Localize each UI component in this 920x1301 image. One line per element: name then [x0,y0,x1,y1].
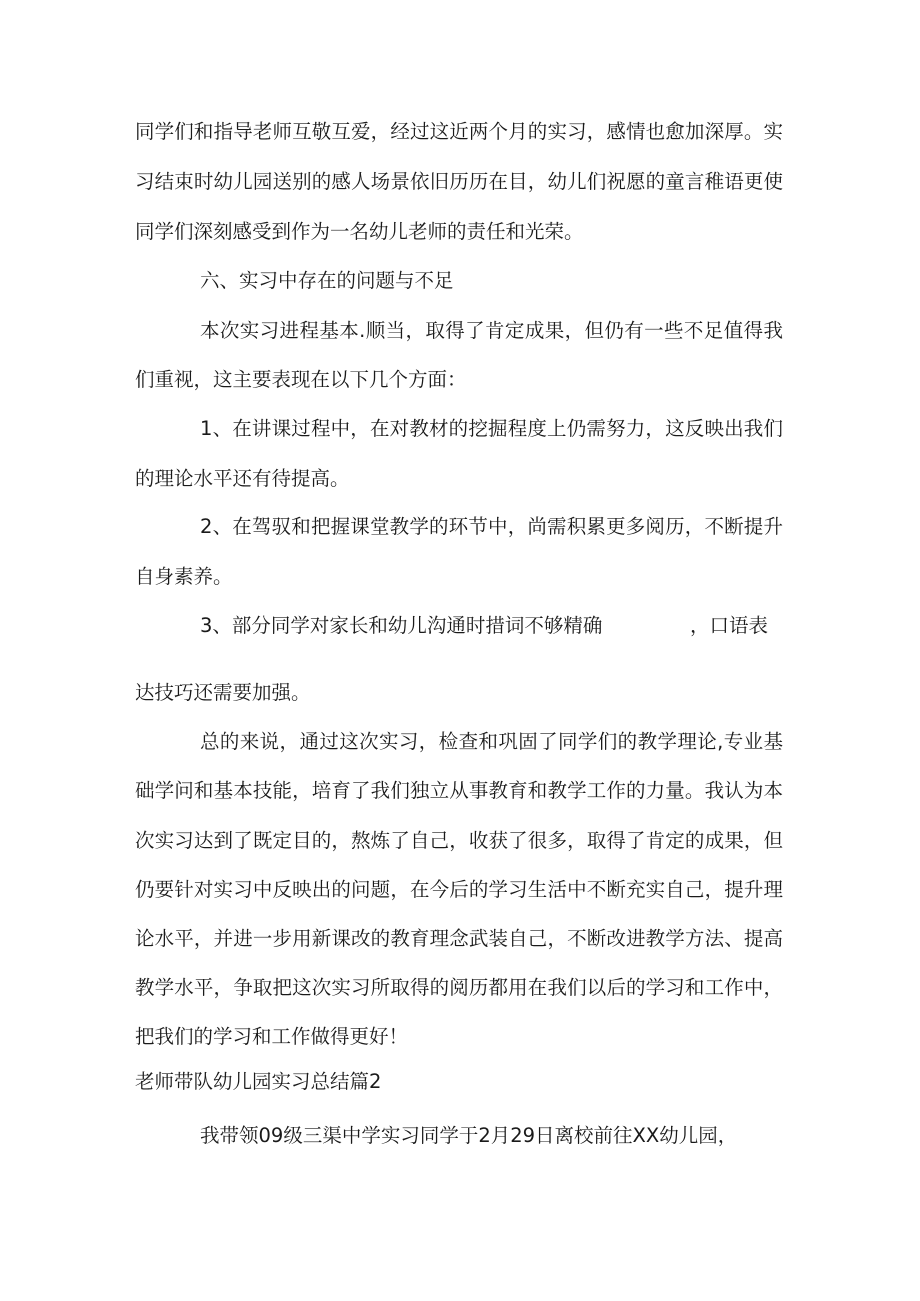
body-text-line: 教学水平，争取把这次实习所取得的阅历都用在我们以后的学习和工作中， [135,976,783,999]
body-text-line: 习结束时幼儿园送别的感人场景依旧历历在目，幼儿们祝愿的童言稚语更使 [135,170,783,193]
list-item-text: 1、在讲课过程中，在对教材的挖掘程度上仍需努力，这反映出我们 [200,417,783,440]
body-text-line: 同学们深刻感受到作为一名幼儿老师的责任和光荣。 [135,220,584,243]
body-text-line: 总的来说，通过这次实习，检查和巩固了同学们的教学理论,专业基 [200,730,783,753]
section-heading: 六、实习中存在的问题与不足 [200,269,454,292]
body-text-line: 们重视，这主要表现在以下几个方面： [135,368,467,391]
body-text-line: 仍要针对实习中反映出的问题，在今后的学习生活中不断充实自己，提升理 [135,878,783,901]
body-text-line: 我带领09级三渠中学实习同学于2月29日离校前往XX幼儿园， [200,1124,738,1147]
body-text-line: 论水平，并进一步用新课改的教育理念武装自己，不断改进教学方法、提高 [135,927,783,950]
body-text-line: 本次实习进程基本.顺当，取得了肯定成果，但仍有一些不足值得我 [200,319,783,342]
list-item-text-continued: ，口语表 [690,614,769,637]
body-text-line: 次实习达到了既定目的，熬炼了自己，收获了很多，取得了肯定的成果，但 [135,829,783,852]
list-item-text: 2、在驾驭和把握课堂教学的环节中，尚需积累更多阅历，不断提升 [200,515,783,538]
body-text-line: 的理论水平还有待提高。 [135,467,350,490]
article-heading: 老师带队幼儿园实习总结篇2 [135,1070,382,1093]
body-text-line: 础学问和基本技能，培育了我们独立从事教育和教学工作的力量。我认为本 [135,779,783,802]
list-item-text: 3、部分同学对家长和幼儿沟通时措词不够精确 [200,614,603,637]
body-text-line: 达技巧还需要加强。 [135,681,311,704]
body-text-line: 把我们的学习和工作做得更好！ [135,1025,409,1048]
body-text-line: 自身素养。 [135,565,233,588]
body-text-line: 同学们和指导老师互敬互爱，经过这近两个月的实习，感情也愈加深厚。实 [135,120,783,143]
